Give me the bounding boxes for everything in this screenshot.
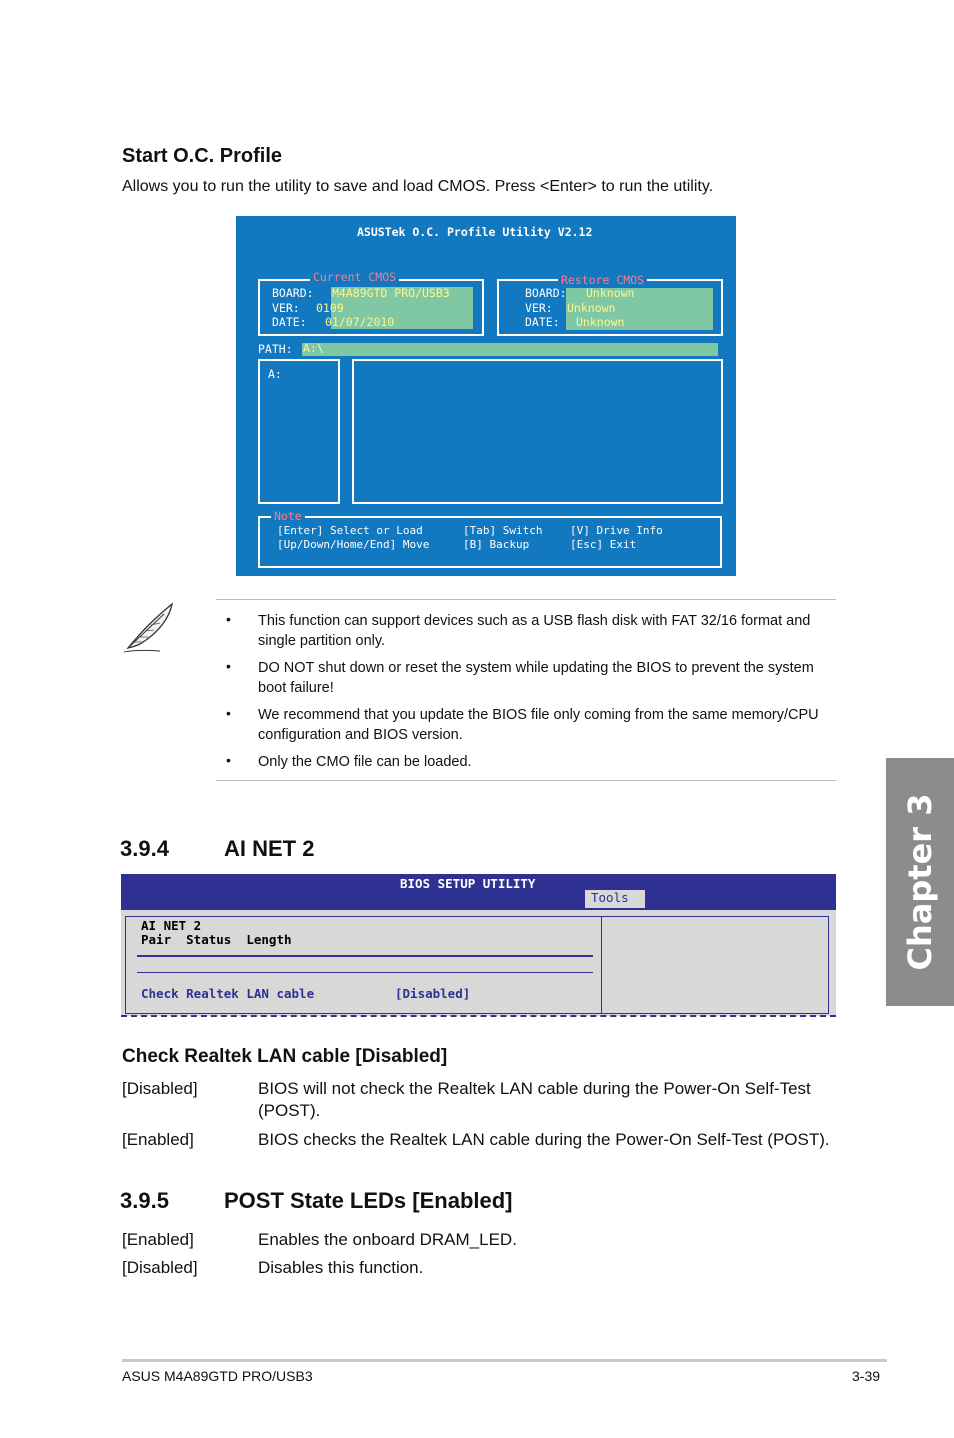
section-395-title: POST State LEDs [Enabled] xyxy=(224,1188,513,1213)
bios-rule-1 xyxy=(137,955,593,957)
restore-board-value: Unknown xyxy=(586,286,635,300)
bios-divider xyxy=(601,916,602,1014)
note-bullet-4: • xyxy=(226,752,231,768)
path-value: A:\ xyxy=(303,341,324,355)
bios-header xyxy=(121,874,836,910)
restore-ver-label: VER: xyxy=(525,301,553,315)
path-field xyxy=(302,343,718,356)
restore-date-value: Unknown xyxy=(576,315,625,329)
file-list-panel[interactable] xyxy=(352,359,723,504)
note-bottom-rule xyxy=(216,780,836,781)
check-opt-enabled-key: [Enabled] xyxy=(122,1130,194,1149)
chapter-tab xyxy=(886,758,954,1006)
path-label: PATH: xyxy=(258,342,293,356)
check-opt-disabled-desc: BIOS will not check the Realtek LAN cable during the Power-On Self-Test (POST). xyxy=(258,1079,811,1120)
oc-profile-screen xyxy=(236,216,736,576)
bios-title: BIOS SETUP UTILITY xyxy=(400,876,536,891)
bios-item-label[interactable]: Check Realtek LAN cable xyxy=(141,986,315,1001)
current-date-label: DATE: xyxy=(272,315,307,329)
restore-date-label: DATE: xyxy=(525,315,560,329)
section-395-number: 3.9.5 xyxy=(120,1188,169,1213)
bios-item-value[interactable]: [Disabled] xyxy=(395,986,471,1001)
note-item-3: We recommend that you update the BIOS file only coming from the same memory/CPU configuration and BIOS version. xyxy=(258,707,819,743)
restore-ver-value: Unknown xyxy=(567,301,616,315)
check-opt-enabled-desc: BIOS checks the Realtek LAN cable during the Power-On Self-Test (POST). xyxy=(258,1130,830,1149)
current-board-value: M4A89GTD PRO/USB3 xyxy=(332,286,450,300)
post-opt-disabled-key: [Disabled] xyxy=(122,1258,198,1277)
bios-tab-label: Tools xyxy=(591,890,629,905)
note-bullet-1: • xyxy=(226,611,231,627)
bios-heading: AI NET 2 xyxy=(141,918,202,933)
feather-note-icon xyxy=(120,598,178,656)
oc-section-description: Allows you to run the utility to save and load CMOS. Press <Enter> to run the utility. xyxy=(122,178,714,195)
check-opt-disabled-key: [Disabled] xyxy=(122,1079,198,1098)
restore-board-label: BOARD: xyxy=(525,286,567,300)
footer-rule xyxy=(122,1359,887,1362)
key-move: [Up/Down/Home/End] Move xyxy=(277,538,430,551)
bios-rule-2 xyxy=(137,972,593,973)
note-bullet-2: • xyxy=(226,658,231,674)
note-top-rule xyxy=(216,599,836,600)
restore-cmos-legend: Restore CMOS xyxy=(558,273,647,287)
footer-left: ASUS M4A89GTD PRO/USB3 xyxy=(122,1368,313,1384)
post-opt-enabled-key: [Enabled] xyxy=(122,1230,194,1249)
key-enter: [Enter] Select or Load xyxy=(277,524,423,537)
note-bullet-3: • xyxy=(226,705,231,721)
footer-page-number: 3-39 xyxy=(852,1368,881,1384)
note-item-4: Only the CMO file can be loaded. xyxy=(258,754,472,770)
drive-label: A: xyxy=(268,367,282,381)
post-opt-disabled-desc: Disables this function. xyxy=(258,1258,424,1277)
section-394-number: 3.9.4 xyxy=(120,836,169,861)
oc-section-title: Start O.C. Profile xyxy=(122,145,283,167)
current-ver-label: VER: xyxy=(272,301,300,315)
note-item-2: DO NOT shut down or reset the system while updating the BIOS to prevent the system boot failure! xyxy=(258,660,814,696)
current-board-label: BOARD: xyxy=(272,286,314,300)
note-legend: Note xyxy=(271,509,305,523)
key-drive-info: [V] Drive Info xyxy=(570,524,663,537)
post-opt-enabled-desc: Enables the onboard DRAM_LED. xyxy=(258,1230,517,1249)
oc-screen-title: ASUSTek O.C. Profile Utility V2.12 xyxy=(357,225,593,239)
key-exit: [Esc] Exit xyxy=(570,538,637,551)
note-item-1: This function can support devices such as a USB flash disk with FAT 32/16 format and single partition only. xyxy=(258,613,811,649)
bios-dashed-edge xyxy=(121,1015,836,1017)
bios-columns: Pair Status Length xyxy=(141,932,292,947)
current-ver-value: 0109 xyxy=(316,301,344,315)
section-394-title: AI NET 2 xyxy=(224,836,315,861)
bios-tab-tools[interactable] xyxy=(585,890,645,908)
current-date-value: 01/07/2010 xyxy=(325,315,395,329)
check-section-title: Check Realtek LAN cable [Disabled] xyxy=(122,1046,448,1067)
key-tab: [Tab] Switch xyxy=(463,524,543,537)
current-cmos-legend: Current CMOS xyxy=(310,270,399,284)
bios-body xyxy=(121,910,836,1016)
chapter-tab-label: Chapter 3 xyxy=(901,793,939,971)
key-backup: [B] Backup xyxy=(463,538,530,551)
